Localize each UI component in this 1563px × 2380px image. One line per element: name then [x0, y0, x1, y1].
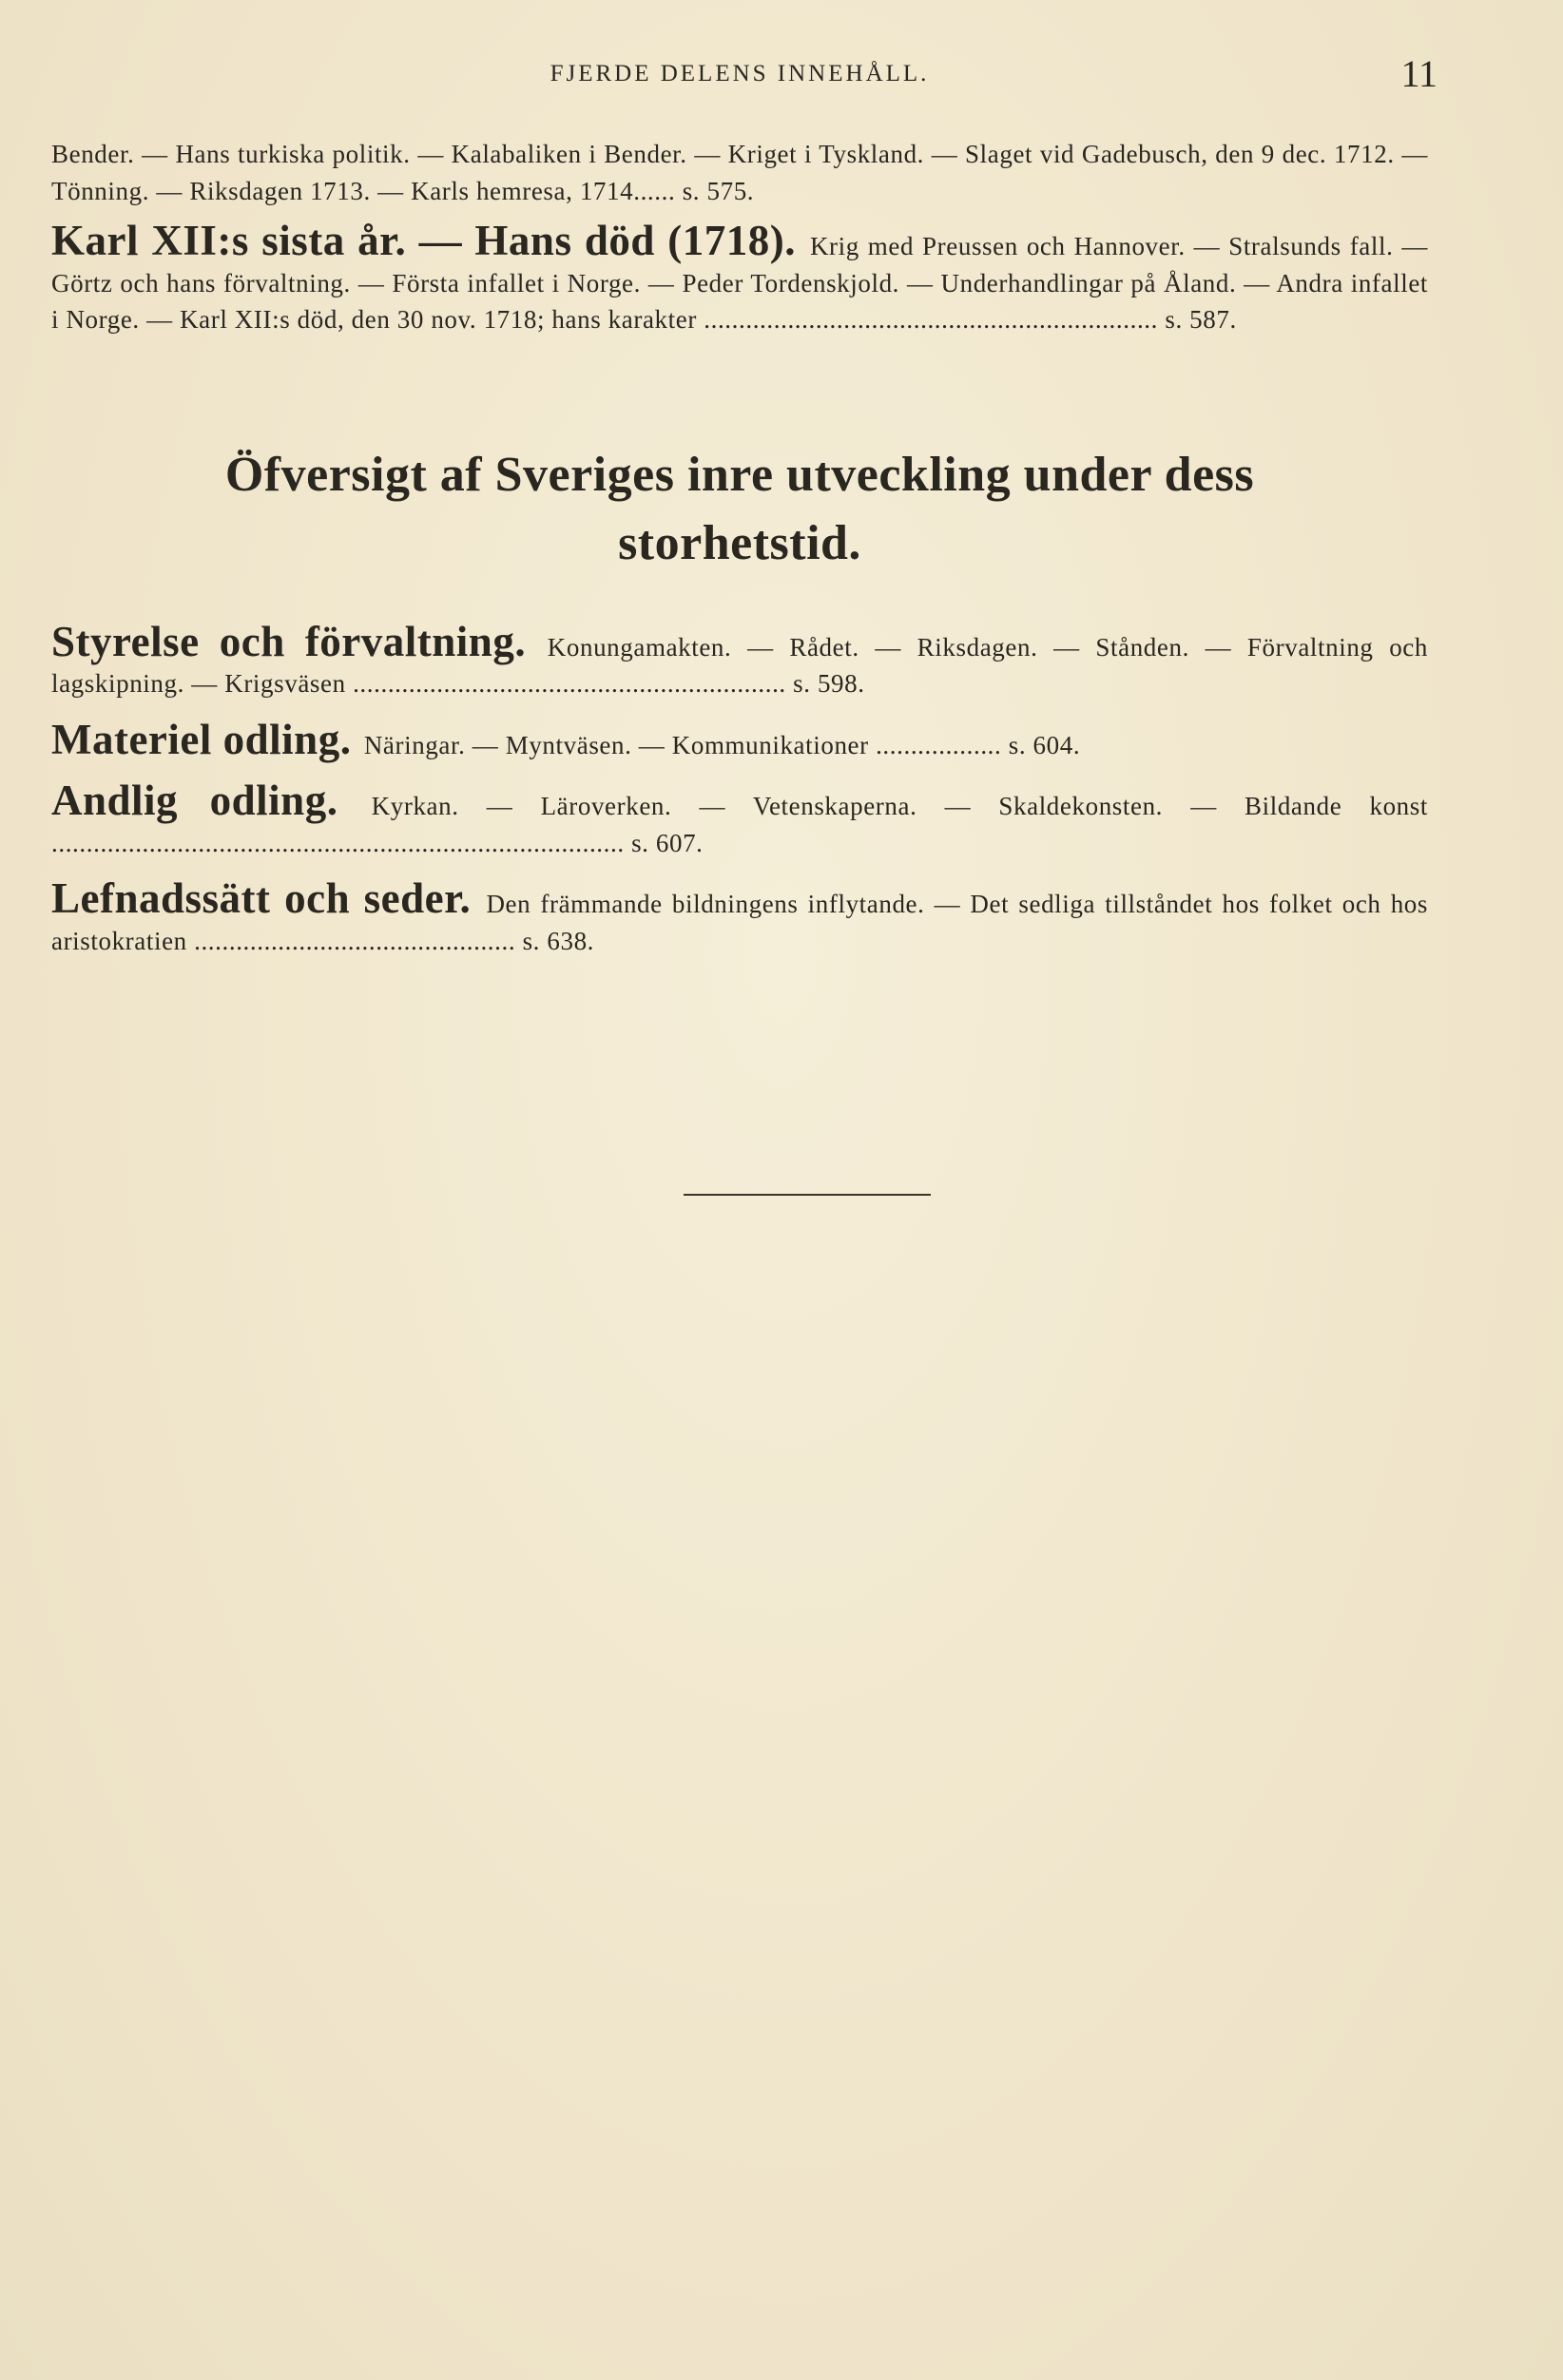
toc-entry-lefnadssatt	[51, 874, 1428, 959]
entry-text: Den främmande bildningens inflytande. — Det sedliga tillståndet hos folket och hos aristokratien ..............................................	[51, 890, 1428, 955]
entry-heading: Materiel odling.	[51, 715, 352, 763]
entry-text: Bender. — Hans turkiska politik. — Kalabaliken i Bender. — Kriget i Tyskland. — Slaget vid Gadebusch, den 9 dec. 1712. — Tönning. — Riksdagen 1713. — Karls hemresa, 1714......	[51, 140, 1428, 205]
toc-entry-styrelse	[51, 617, 1428, 702]
toc-entry-materiel-odling	[51, 715, 1428, 764]
entry-text: Konungamakten. — Rådet. — Riksdagen. — Stånden. — Förvaltning och lagskipning. — Krigsväsen ..............................................................	[51, 632, 1428, 698]
entry-text: Kyrkan. — Läroverken. — Vetenskaperna. — Skaldekonsten. — Bildande konst ..................................................................................	[51, 792, 1428, 857]
toc-entry-karl-xii	[51, 217, 1428, 338]
entry-heading: Lefnadssätt och seder.	[51, 874, 472, 922]
running-head	[51, 0, 1438, 124]
closing-rule	[684, 1194, 931, 1196]
entry-heading: Karl XII:s sista år. — Hans död (1718).	[51, 217, 796, 264]
page-reference: s. 587.	[1165, 305, 1237, 334]
toc-entry-bender	[51, 136, 1428, 209]
page-reference: s. 604.	[1008, 730, 1081, 759]
toc-entry-andlig-odling	[51, 777, 1428, 861]
entry-heading: Andlig odling.	[51, 777, 338, 824]
running-title: FJERDE DELENS INNEHÅLL.	[550, 61, 930, 86]
page-reference: s. 638.	[522, 926, 595, 955]
entry-text: Näringar. — Myntväsen. — Kommunikationer ..................	[363, 730, 1002, 759]
page-reference: s. 598.	[793, 669, 865, 698]
page-reference: s. 575.	[682, 176, 755, 205]
book-page	[51, 0, 1438, 959]
page-reference: s. 607.	[631, 828, 704, 857]
page-number: 11	[1400, 52, 1438, 95]
entry-heading: Styrelse och förvaltning.	[51, 617, 527, 665]
section-title: Öfversigt af Sveriges inre utveckling under dess storhetstid.	[224, 447, 1255, 570]
entry-text: Krig med Preussen och Hannover. — Stralsunds fall. — Görtz och hans förvaltning. — Första infallet i Norge. — Peder Tordenskjold. — Underhandlingar på Åland. — Andra infallet i Norge. — Karl XII:s död, den 30 nov. 1718; hans karakter .................................................................	[51, 232, 1428, 334]
